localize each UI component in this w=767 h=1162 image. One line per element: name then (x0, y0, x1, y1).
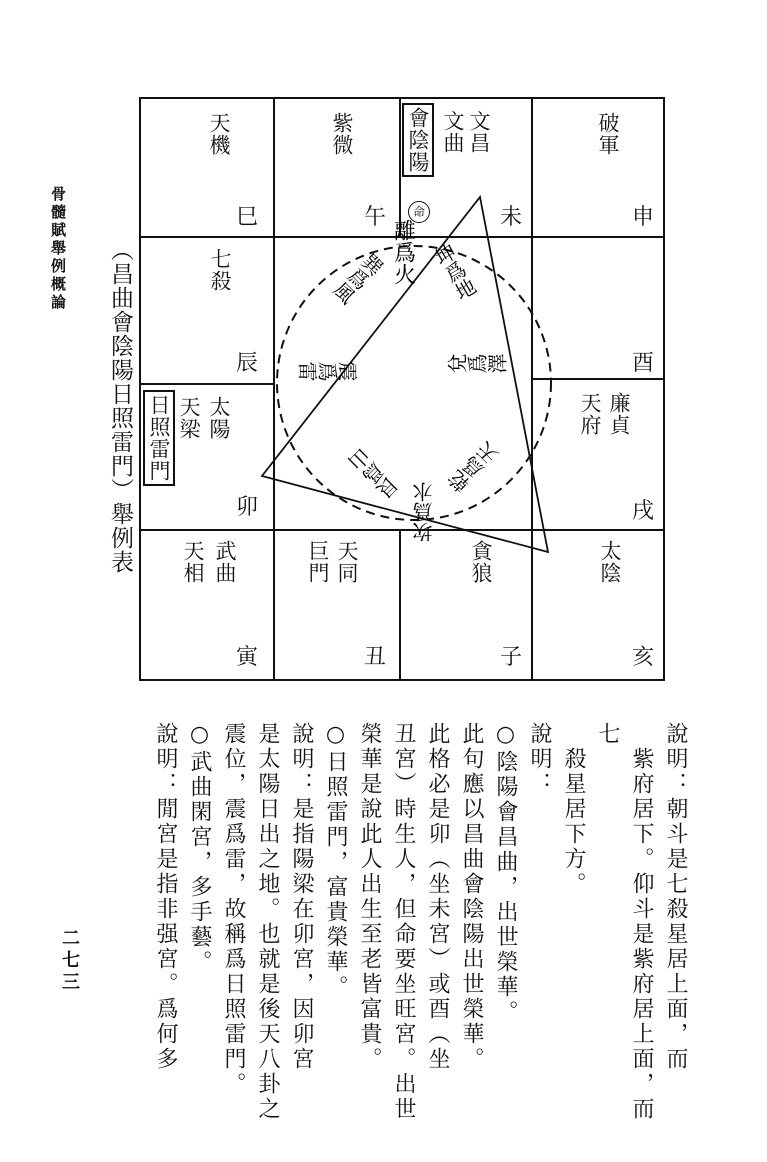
body-line: 說明：閒宮是指非强宮。爲何多 (153, 722, 178, 1072)
palace-chou-star-1: 天同 (335, 540, 359, 584)
palace-wei-annotation: 會陰陽 (402, 103, 434, 177)
body-line: 殺星居下方。 (561, 722, 586, 897)
chart-title: （昌曲會陰陽日照雷門）舉例表 (107, 238, 133, 574)
trigram-gen: 艮爲山 (344, 442, 405, 503)
trigram-circle (277, 246, 551, 520)
body-line: ○陰陽會昌曲，出世榮華。 (493, 722, 518, 1025)
palace-you-branch: 酉 (632, 351, 655, 376)
palace-chen-star: 七殺 (208, 248, 232, 292)
palace-xu-star-2: 天府 (578, 392, 602, 436)
palace-wei-star-1: 文昌 (467, 110, 491, 154)
body-line: ○武曲閑宮，多手藝。 (187, 722, 212, 975)
palace-chou-star-2: 巨門 (306, 540, 330, 584)
palace-mao-branch: 卯 (236, 495, 259, 520)
palace-shen-branch: 申 (632, 205, 655, 230)
palace-si-branch: 巳 (236, 205, 259, 230)
palace-zi-branch: 子 (500, 645, 523, 670)
body-line: ○日照雷門，富貴榮華。 (323, 722, 348, 1000)
body-line: 說明：是指陽梁在卯宮，因卯宮 (289, 722, 314, 1072)
palace-hai-star: 太陰 (598, 540, 622, 584)
palace-zi-star: 貪狼 (469, 540, 493, 584)
trigram-qian: 乾爲天 (443, 438, 504, 499)
palace-yin-star-1: 武曲 (213, 540, 237, 584)
palace-mao-star-1: 太陽 (207, 396, 231, 440)
body-line: 說明： (527, 722, 552, 797)
palace-wei-branch: 未 (500, 205, 523, 230)
palace-wei-star-2: 文曲 (441, 110, 465, 154)
trigram-xun: 巽爲風 (327, 247, 388, 308)
palace-mao-star-2: 天梁 (177, 396, 201, 440)
body-line: 說明：朝斗是七殺星居上面，而 (663, 722, 688, 1072)
palace-shen-star: 破軍 (596, 112, 620, 156)
body-line: 榮華是說此人出生至老皆富貴。 (357, 722, 382, 1072)
ming-marker: 命 (408, 201, 430, 223)
body-line: 丑宮）時生人，但命要坐旺宮。出世 (391, 722, 416, 1122)
palace-chen-branch: 辰 (236, 351, 259, 376)
body-line: 此格必是卯（坐未宮）或酉（坐 (425, 722, 450, 1072)
palace-wu-star: 紫微 (330, 112, 354, 156)
palace-xu-branch: 戌 (632, 499, 655, 524)
trigram-kun: 坤爲地 (428, 240, 480, 305)
body-line: 紫府居下。仰斗是紫府居上面，而七 (595, 722, 654, 1122)
trigram-dui: 兌爲澤 (447, 353, 507, 377)
palace-xu-star-1: 廉貞 (607, 392, 631, 436)
trigram-kan: 坎爲水 (412, 482, 436, 542)
palace-chou-branch: 丑 (364, 645, 387, 670)
body-text (112, 722, 692, 1122)
palace-si-star: 天機 (207, 112, 231, 156)
palace-wu-branch: 午 (364, 205, 387, 230)
page-number: 二七三 (59, 928, 80, 994)
body-line: 是太陽日出之地。也就是後天八卦之 (255, 722, 280, 1122)
palace-hai-branch: 亥 (632, 645, 655, 670)
body-line: 此句應以昌曲會陰陽出世榮華。 (459, 722, 484, 1072)
trigram-li: 離爲火 (390, 219, 416, 285)
palace-yin-branch: 寅 (236, 645, 259, 670)
running-title: 骨髓賦舉例概論 (49, 186, 67, 312)
trigram-zhen: 震爲雷 (298, 358, 358, 382)
palace-mao-annotation: 日照雷門 (143, 390, 175, 486)
body-line: 震位，震爲雷，故稱爲日照雷門。 (221, 722, 246, 1097)
palace-yin-star-2: 天相 (181, 540, 205, 584)
